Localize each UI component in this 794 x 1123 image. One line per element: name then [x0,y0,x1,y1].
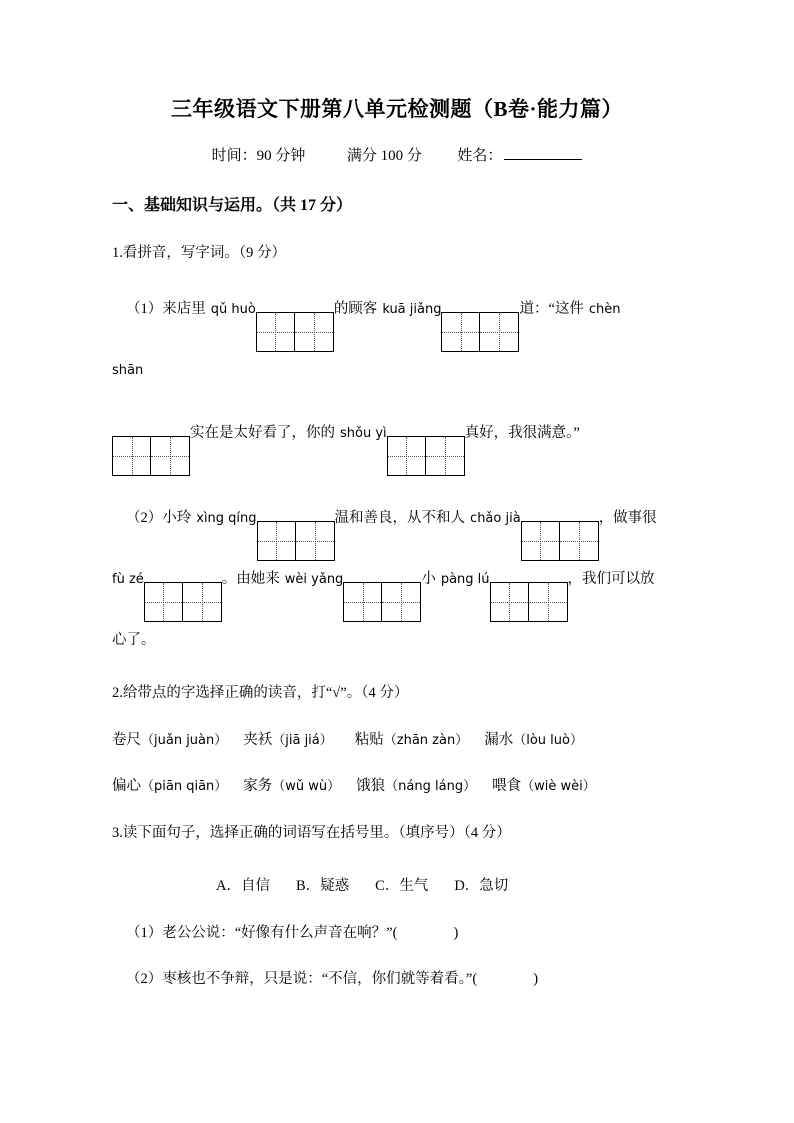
grid-cell[interactable] [151,437,189,475]
pinyin-choice-word: 漏水 [484,731,514,748]
paren-close: ) [533,971,539,988]
pinyin-choice-options[interactable]: （jiā jiá） [272,732,333,748]
pinyin-choice-word: 夹袄 [243,731,273,748]
question-1-item-2-line2 [112,559,682,620]
item-text: 温和善良，从不和人 [334,509,466,526]
section-heading-1: 一、基础知识与运用。（共 17 分） [112,196,353,214]
grid-cell[interactable] [257,313,295,351]
pinyin-xing-qing: xìng qíng [196,510,257,526]
grid-cell[interactable] [295,313,333,351]
writing-grid-box[interactable] [256,312,334,352]
item-text: 小玲 [162,509,192,526]
item-text: 心了。 [112,631,156,648]
item-number: （2） [126,509,163,526]
pinyin-choice-options[interactable]: （juǎn juàn） [141,732,228,748]
pinyin-chen: chèn [588,301,621,317]
exam-meta-line [112,123,682,168]
grid-cell[interactable] [560,522,598,560]
question-3-item-1 [112,899,682,946]
question-1-item-1-line2 [112,389,682,474]
question-3-prompt: 3.读下面句子，选择正确的词语写在括号里。（填序号）（4 分） [112,824,511,841]
pinyin-choice-options[interactable]: （náng láng） [385,779,477,795]
paren-close: ) [453,924,459,941]
question-1-item-1-wrap [112,350,682,389]
pinyin-choice-word: 粘贴 [354,731,384,748]
grid-cell[interactable] [258,522,296,560]
item-number: （1） [126,924,163,941]
item-text: 来店里 [162,300,206,317]
pinyin-choice-word: 喂食 [492,778,522,795]
item-number: （2） [126,971,163,988]
grid-cell[interactable] [388,437,426,475]
grid-cell[interactable] [296,522,334,560]
grid-cell[interactable] [113,437,151,475]
grid-cell[interactable] [145,583,183,621]
pinyin-choice-options[interactable]: （piān qiān） [141,779,228,795]
option-b[interactable]: B．疑惑 [295,878,350,895]
grid-cell[interactable] [522,522,560,560]
item-text: 实在是太好看了，你的 [190,424,335,441]
grid-cell[interactable] [183,583,221,621]
pinyin-choice-options[interactable]: （wǔ wù） [272,779,341,795]
item-text: 老公公说：“好像有什么声音在响？”( [162,924,398,941]
grid-cell[interactable] [426,437,464,475]
item-text: 。由她来 [221,570,280,587]
pinyin-shan: shān [112,362,144,378]
item-text: ，做事很 [598,509,657,526]
option-c[interactable]: C．生气 [375,878,429,895]
grid-cell[interactable] [491,583,529,621]
writing-grid-box[interactable] [521,521,599,561]
pinyin-shou-yi: shǒu yì [340,425,387,441]
item-text: 的顾客 [333,300,378,317]
question-2-row-2 [112,752,682,799]
option-d[interactable]: D．急切 [454,878,509,895]
question-1-prompt: 1.看拼音，写字词。（9 分） [112,244,286,261]
grid-cell[interactable] [480,313,518,351]
student-name-label: 姓名： [457,148,503,165]
question-3-options [112,845,682,898]
writing-grid-box[interactable] [144,582,222,622]
grid-cell[interactable] [442,313,480,351]
page-title: 三年级语文下册第八单元检测题（B卷·能力篇） [170,97,623,121]
item-text: ，我们可以放 [567,570,655,587]
pinyin-choice-options[interactable]: （wiè wèi） [521,779,596,795]
pinyin-choice-options[interactable]: （lòu luò） [513,732,583,748]
writing-grid-box[interactable] [343,582,421,622]
pinyin-choice-word: 家务 [243,778,273,795]
question-2-prompt: 2.给带点的字选择正确的读音，打“√”。（4 分） [112,684,409,701]
pinyin-chao-jia: chǎo jià [470,510,521,526]
item-text: 枣核也不争辩，只是说：“不信，你们就等着看。”( [162,971,478,988]
pinyin-pang-lu: pàng lú [440,571,490,587]
pinyin-kua-jiang: kuā jiǎng [382,301,442,317]
item-text: 真好，我很满意。” [464,424,580,441]
writing-grid-box[interactable] [112,436,190,476]
question-2-row-1 [112,706,682,753]
writing-grid-box[interactable] [387,436,465,476]
question-1-item-2 [112,474,682,559]
pinyin-wei-yang: wèi yǎng [284,571,344,587]
writing-grid-box[interactable] [441,312,519,352]
exam-time: 时间：90 分钟 [211,148,306,165]
question-1-item-1 [112,265,682,350]
pinyin-choice-word: 饿狼 [356,778,386,795]
exam-total-score: 满分 100 分 [346,148,422,165]
pinyin-choice-word: 卷尺 [112,731,141,748]
grid-cell[interactable] [382,583,420,621]
pinyin-choice-options[interactable]: （zhān zàn） [383,732,469,748]
pinyin-choice-word: 偏心 [112,778,141,795]
option-a[interactable]: A．自信 [216,878,270,895]
writing-grid-box[interactable] [490,582,568,622]
student-name-input[interactable] [504,147,582,161]
grid-cell[interactable] [529,583,567,621]
question-1-item-2-line3 [112,620,682,659]
item-text: 道：“这件 [519,300,584,317]
item-text: 小 [421,570,436,587]
question-3-item-2 [112,945,682,992]
writing-grid-box[interactable] [257,521,335,561]
pinyin-fu-ze: fù zé [112,571,144,587]
item-number: （1） [126,300,163,317]
grid-cell[interactable] [344,583,382,621]
pinyin-qu-huo: qǔ huò [210,301,256,317]
